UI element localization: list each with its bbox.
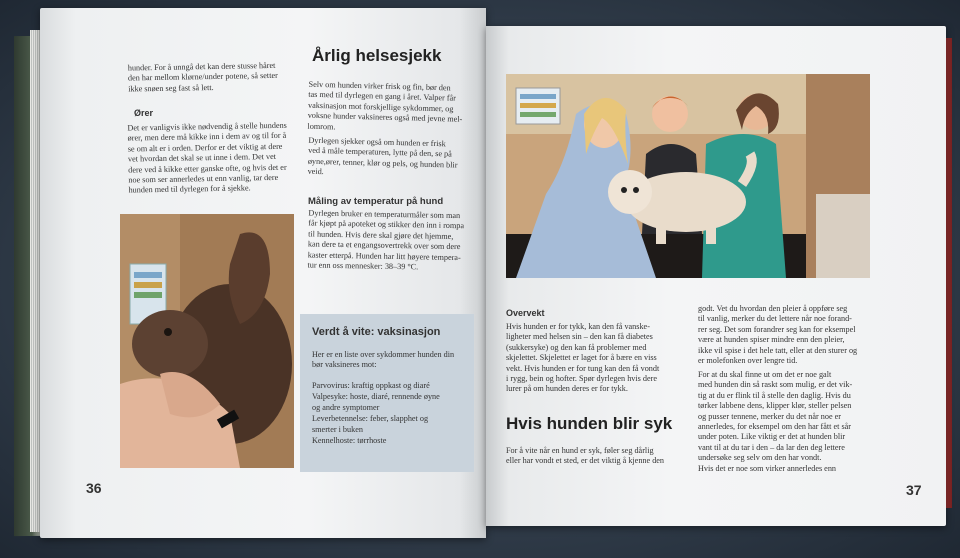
text-line: annerledes, for eksempel om den har fått et sår — [698, 422, 851, 432]
text-line: er molefonken over lengre tid. — [698, 356, 798, 366]
text-line: (sukkersyke) og den kan få problemer med — [506, 342, 647, 352]
sick-title: Hvis hunden blir syk — [506, 414, 673, 433]
text-line: noe som ser annerledes ut enn vanlig, tar dere — [128, 172, 279, 185]
text-line: ikke vil spise i det hele tatt, eller at den sturer og — [698, 345, 858, 355]
text-line: se om alt er i orden. Derfor er det viktig at dere — [127, 141, 283, 154]
text-line: kan dere ta et engangsovertrekk over som dere — [307, 239, 461, 252]
text-line: tig at du er flink til å stelle den daglig. Hvis du — [698, 390, 851, 400]
text-line: ligheter med helsen sin – den kan få diabetes — [506, 332, 653, 342]
text-line: Det er vanligvis ikke nødvendig å stelle hundens — [127, 120, 287, 133]
sick-text — [506, 446, 692, 467]
text-line: ører, men dere må kikke inn i dem av og til for å — [127, 131, 287, 143]
text-line: den har mellom klørne/under potene, så setter — [127, 71, 278, 83]
text-line: Her er en liste over sykdommer hunden din — [312, 350, 455, 359]
text-line: øyne,ører, tenner, klør og pels, og hunden blir — [307, 156, 458, 170]
text-line: skjelettet. Skjelettet er laget for å bære en viss — [506, 353, 657, 363]
text-line: vet hvordan det skal se ut inne i dem. Det vet — [127, 152, 277, 164]
page-title: Årlig helsesjekk — [312, 46, 442, 65]
text-line: voksne hunder vaksineres også med jevne mel- — [307, 110, 463, 124]
info-box-title: Verdt å vite: vaksinasjon — [312, 326, 441, 338]
text-line: tas med til dyrlegen en gang i året. Valper får — [308, 90, 457, 103]
text-line: dere ved å kikke etter ganske ofte, og hvis det er — [128, 162, 287, 175]
list-item: smerter i buken — [312, 425, 363, 434]
info-box-intro — [312, 350, 472, 371]
column-2-text — [698, 304, 874, 366]
text-line: eller har vondt et sted, er det viktig å kjenne den — [506, 456, 665, 466]
text-line: og pusser tennene, merker du det når noe er — [698, 411, 841, 421]
text-line: Dyrlegen sjekker også om hunden er frisk — [308, 135, 446, 149]
ears-text — [127, 120, 304, 196]
checkup-text-2 — [307, 136, 484, 182]
text-line: godt. Vet du hvordan den pleier å oppføre seg — [698, 304, 848, 313]
temperature-text — [307, 208, 484, 273]
temperature-heading: Måling av temperatur på hund — [308, 196, 444, 207]
text-line: i rygg, bein og hofter. Spør dyrlegen hvis dere — [506, 374, 657, 384]
text-line: vaksinasjon mot forskjellige sykdommer, og — [307, 100, 454, 114]
text-line: ikke snøen seg fast så lett. — [128, 82, 214, 94]
text-line: undersøke seg selv om den har vondt. — [698, 453, 822, 463]
vet-visit-photo — [506, 74, 870, 278]
page-number-left: 36 — [86, 480, 102, 496]
text-line: til hunden. Hvis dere skal gjøre det hjemme, — [308, 229, 454, 241]
list-item: og andre symptomer — [312, 403, 380, 412]
text-line: For at du skal finne ut om det er noe galt — [698, 370, 832, 379]
text-line: bør vaksineres mot: — [312, 360, 377, 370]
column-2-text-2 — [698, 370, 874, 474]
text-line: være at hunden spiser mindre enn den pleier, — [698, 335, 845, 345]
text-line: lomrom. — [307, 121, 336, 132]
overweight-heading: Overvekt — [506, 308, 545, 318]
text-line: veid. — [307, 166, 324, 177]
text-line: ved å måle temperaturen, lytte på den, se på — [308, 146, 452, 159]
info-box-list — [312, 380, 472, 446]
overweight-text — [506, 322, 692, 395]
text-line: med hunden din så raskt som mulig, er det vik- — [698, 380, 853, 390]
text-line: Dyrlegen bruker en temperaturmåler som man — [308, 208, 461, 221]
text-line: vekt. Hvis hunden er for tung kan den få vondt — [506, 363, 660, 373]
text-line: under poten. Like viktig er det at hunden blir — [698, 432, 846, 442]
text-line: tur enn oss mennesker: 38–39 °C. — [307, 260, 419, 272]
text-line: vant til at du tar i den – da lar den deg lettere — [698, 442, 845, 452]
vet-visit-illustration — [506, 74, 870, 278]
text-line: tørker labbene dens, klipper klør, steller pelsen — [698, 401, 852, 411]
text-line: Hvis det er noe som virker annerledes enn — [698, 463, 837, 473]
list-item: Leverbetennelse: feber, slapphet og — [312, 414, 429, 423]
ears-heading: Ører — [134, 108, 154, 118]
text-line: Selv om hunden virker frisk og fin, bør den — [308, 79, 451, 93]
text-line: lurer på om hunden deres er for tykk. — [506, 384, 628, 394]
text-line: hunden med til dyrlegen for å sjekke. — [128, 183, 251, 195]
text-line: får kjøpt på apoteket og stikker den inn i rompa — [308, 218, 465, 231]
list-item: Valpesyke: hoste, diaré, rennende øyne — [312, 392, 440, 401]
text-line: til vanlig, merker du det lettere når noe forand- — [698, 314, 852, 324]
text-line: kaster etterpå. Hunden har litt høyere tempera- — [307, 250, 461, 262]
page-number-right: 37 — [906, 482, 922, 498]
checkup-text — [307, 80, 484, 137]
list-item: Parvovirus: kraftig oppkast og diaré — [312, 381, 430, 390]
text-line: hunder. For å unngå det kan dere stusse håret — [127, 60, 276, 73]
dog-ear-illustration — [120, 214, 294, 468]
text-line: Hvis hunden er for tykk, kan den få vanske- — [506, 322, 650, 331]
dog-ear-photo — [120, 214, 294, 468]
list-item: Kennelhoste: tørrhoste — [312, 436, 387, 445]
text-line: For å vite når en hund er syk, føler seg dårlig — [506, 446, 654, 455]
text-line: rer seg. Det som forandrer seg kan for eksempel — [698, 324, 856, 334]
intro-text — [128, 61, 299, 95]
